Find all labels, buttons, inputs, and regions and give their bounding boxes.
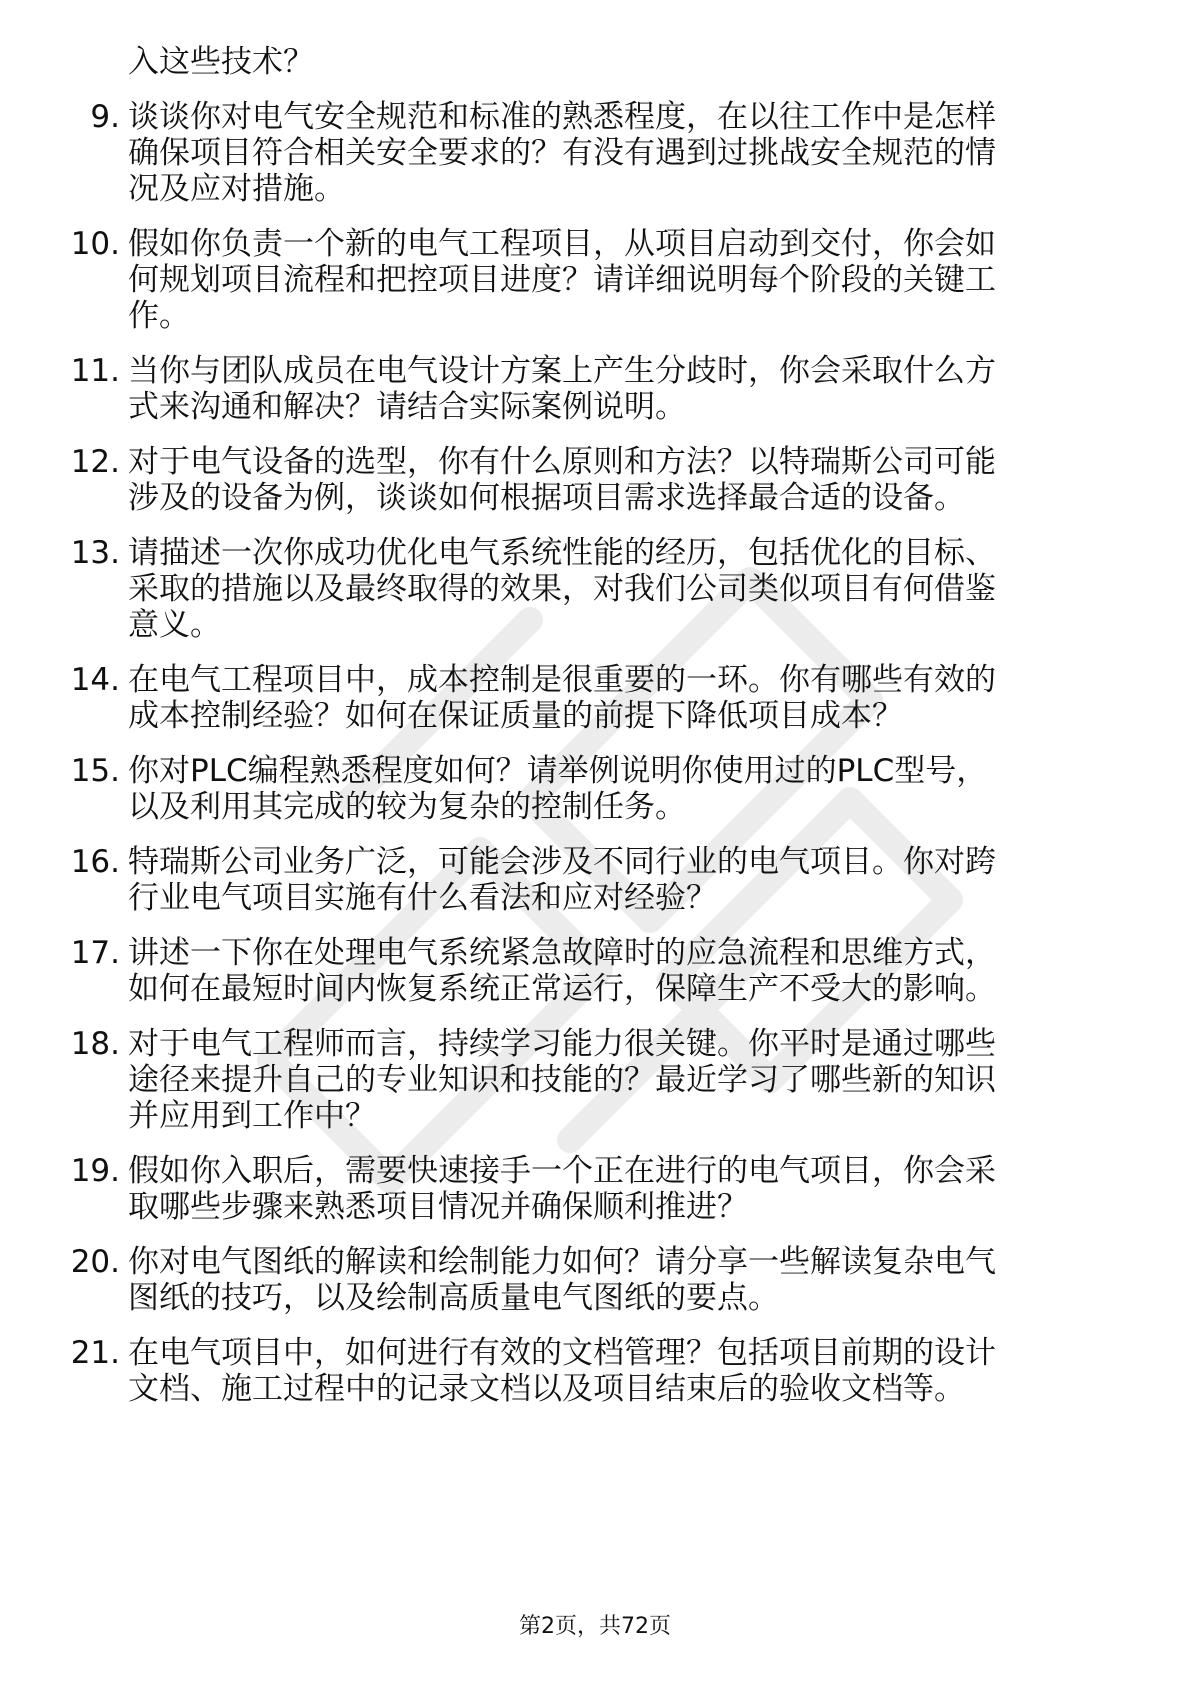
question-text-line: 并应用到工作中？ [128, 1098, 376, 1134]
question-text-line: 你对电气图纸的解读和绘制能力如何？请分享一些解读复杂电气 [128, 1244, 996, 1280]
page-footer: 第2页，共72页 [519, 1614, 671, 1639]
question-text-line: 式来沟通和解决？请结合实际案例说明。 [128, 389, 686, 425]
question-text-line: 取哪些步骤来熟悉项目情况并确保顺利推进？ [128, 1189, 748, 1225]
question-item [0, 1335, 1190, 1407]
question-number: 9. [90, 99, 120, 135]
question-number: 21. [70, 1335, 120, 1371]
question-number: 12. [70, 444, 120, 480]
question-text-line: 何规划项目流程和把控项目进度？请详细说明每个阶段的关键工 [128, 262, 996, 298]
question-text-line: 对于电气设备的选型，你有什么原则和方法？以特瑞斯公司可能 [128, 444, 996, 480]
question-text-line: 作。 [128, 298, 190, 334]
question-text-line: 在电气项目中，如何进行有效的文档管理？包括项目前期的设计 [128, 1335, 996, 1371]
question-text-line: 当你与团队成员在电气设计方案上产生分歧时，你会采取什么方 [128, 353, 996, 389]
question-text-line: 谈谈你对电气安全规范和标准的熟悉程度，在以往工作中是怎样 [128, 99, 996, 135]
question-text-line: 图纸的技巧，以及绘制高质量电气图纸的要点。 [128, 1280, 779, 1316]
question-text-line: 确保项目符合相关安全要求的？有没有遇到过挑战安全规范的情 [128, 135, 996, 171]
question-text-line: 假如你负责一个新的电气工程项目，从项目启动到交付，你会如 [128, 226, 996, 262]
question-text-line: 况及应对措施。 [128, 171, 345, 207]
question-text-line: 意义。 [128, 607, 221, 643]
question-text-line: 对于电气工程师而言，持续学习能力很关键。你平时是通过哪些 [128, 1026, 996, 1062]
question-text-line: 采取的措施以及最终取得的效果，对我们公司类似项目有何借鉴 [128, 571, 996, 607]
question-text-line: 讲述一下你在处理电气系统紧急故障时的应急流程和思维方式， [128, 935, 996, 971]
continued-text: 入这些技术？ [128, 44, 314, 80]
question-text-line: 假如你入职后，需要快速接手一个正在进行的电气项目，你会采 [128, 1153, 996, 1189]
question-text-line: 以及利用其完成的较为复杂的控制任务。 [128, 789, 686, 825]
question-item [0, 1026, 1190, 1134]
question-item [0, 662, 1190, 734]
question-text-line: 成本控制经验？如何在保证质量的前提下降低项目成本？ [128, 698, 903, 734]
question-item [0, 844, 1190, 916]
question-number: 20. [70, 1244, 120, 1280]
question-item [0, 444, 1190, 516]
question-item [0, 226, 1190, 334]
question-list [0, 99, 1190, 1407]
question-item [0, 935, 1190, 1007]
question-number: 10. [70, 226, 120, 262]
question-text-line: 特瑞斯公司业务广泛，可能会涉及不同行业的电气项目。你对跨 [128, 844, 996, 880]
question-text-line: 文档、施工过程中的记录文档以及项目结束后的验收文档等。 [128, 1371, 965, 1407]
question-text-line: 涉及的设备为例，谈谈如何根据项目需求选择最合适的设备。 [128, 480, 965, 516]
question-text-line: 行业电气项目实施有什么看法和应对经验？ [128, 880, 717, 916]
question-text-line: 途径来提升自己的专业知识和技能的？最近学习了哪些新的知识 [128, 1062, 996, 1098]
question-number: 17. [70, 935, 120, 971]
question-item [0, 353, 1190, 425]
question-item [0, 1244, 1190, 1316]
questions-content [0, 44, 1190, 1407]
question-item [0, 753, 1190, 825]
question-number: 13. [70, 535, 120, 571]
question-number: 19. [70, 1153, 120, 1189]
question-number: 16. [70, 844, 120, 880]
question-number: 18. [70, 1026, 120, 1062]
question-number: 11. [70, 353, 120, 389]
question-text-line: 请描述一次你成功优化电气系统性能的经历，包括优化的目标、 [128, 535, 996, 571]
question-text-line: 你对PLC编程熟悉程度如何？请举例说明你使用过的PLC型号， [128, 753, 988, 789]
question-item [0, 535, 1190, 643]
question-item [0, 99, 1190, 207]
question-text-line: 如何在最短时间内恢复系统正常运行，保障生产不受大的影响。 [128, 971, 996, 1007]
question-item [0, 1153, 1190, 1225]
question-text-line: 在电气工程项目中，成本控制是很重要的一环。你有哪些有效的 [128, 662, 996, 698]
question-number: 15. [70, 753, 120, 789]
question-number: 14. [70, 662, 120, 698]
